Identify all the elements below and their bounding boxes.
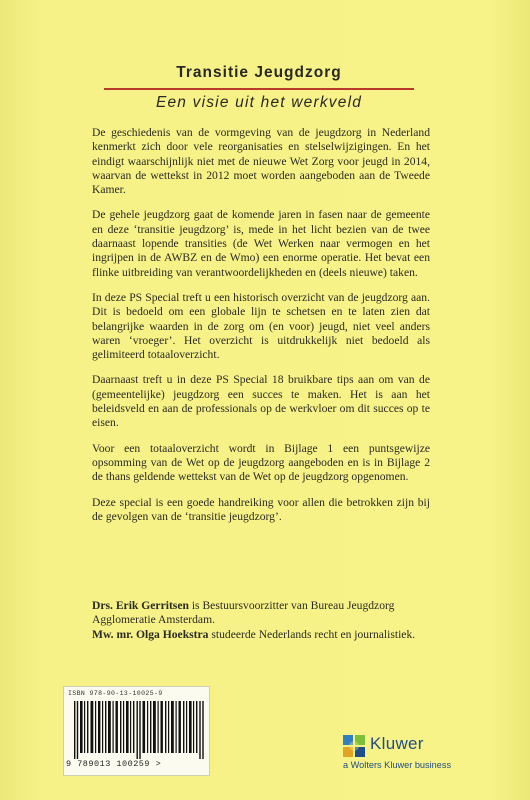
- publisher-tagline: a Wolters Kluwer business: [343, 760, 452, 770]
- author-name: Mw. mr. Olga Hoekstra: [92, 627, 209, 641]
- title-divider: [104, 88, 414, 90]
- publisher-name: Kluwer: [370, 734, 424, 753]
- author-description: studeerde Nederlands recht en journalistiek.: [208, 627, 416, 641]
- blurb-paragraph: In deze PS Special treft u een historisch overzicht van de jeugdzorg aan. Dit is bedoeld om een globale lijn te schetsen en te laten zien dat belangrijke waarden in de zorg om (en voor) jeugd, niet veel anders waren ‘vroeger’. Het overzicht is uitdrukkelijk niet bedoeld als gelimiteerd totaaloverzicht.: [92, 290, 430, 362]
- publisher-logo: [343, 733, 473, 778]
- barcode-icon: [74, 701, 204, 759]
- author-description: is Bestuursvoorzitter van Bureau Jeugdzorg Agglomeratie Amsterdam.: [92, 599, 395, 627]
- blurb-paragraph: De geschiedenis van de vormgeving van de jeugdzorg in Nederland kenmerkt zich door vele reorganisaties en stelselwijzigingen. En het eindigt waarschijnlijk niet met de nieuwe Wet Zorg voor jeugd in 2014, waarvan de wettekst in 2012 moet worden aangeboden aan de Tweede Kamer.: [92, 126, 430, 197]
- blurb-paragraph: Voor een totaaloverzicht wordt in Bijlage 1 een puntsgewijze opsomming van de Wet op de jeugdzorg aangeboden en is in Bijlage 2 de thans geldende wettekst van de Wet op de jeugdzorg opgenomen.: [92, 441, 430, 484]
- isbn-text: ISBN 978-90-13-10025-9: [68, 690, 163, 697]
- kluwer-logo-icon: [343, 735, 365, 757]
- book-title: Transitie Jeugdzorg: [176, 64, 342, 81]
- cover-header: [98, 64, 420, 112]
- blurb-paragraph: De gehele jeugdzorg gaat de komende jaren in fasen naar de gemeente en deze ‘transitie jeugdzorg’ is, mede in het licht bezien van de twee daarnaast lopende transities (de Wet Werken naar vermogen en het ingrijpen in de AWBZ en de Wmo) een enorme operatie. Het bevat een flinke uitbreiding van verantwoordelijkheden en (deels nieuwe) taken.: [92, 208, 430, 279]
- author-bios: [92, 599, 432, 642]
- blurb-text: [92, 126, 430, 535]
- author-bio: [92, 599, 432, 628]
- blurb-paragraph: Deze special is een goede handreiking voor allen die betrokken zijn bij de gevolgen van de ‘transitie jeugdzorg’.: [92, 495, 430, 523]
- book-subtitle: Een visie uit het werkveld: [155, 94, 363, 111]
- barcode-digits: 9 789013 100259 >: [66, 759, 162, 769]
- blurb-paragraph: Daarnaast treft u in deze PS Special 18 bruikbare tips aan om van de (gemeentelijke) jeugdzorg een succes te maken. Het is aan het beleidsveld en aan de professionals op de werkvloer om dit succes op te eisen.: [92, 373, 430, 430]
- author-bio: [92, 628, 432, 642]
- barcode-label: [63, 686, 210, 776]
- author-name: Drs. Erik Gerritsen: [92, 599, 189, 612]
